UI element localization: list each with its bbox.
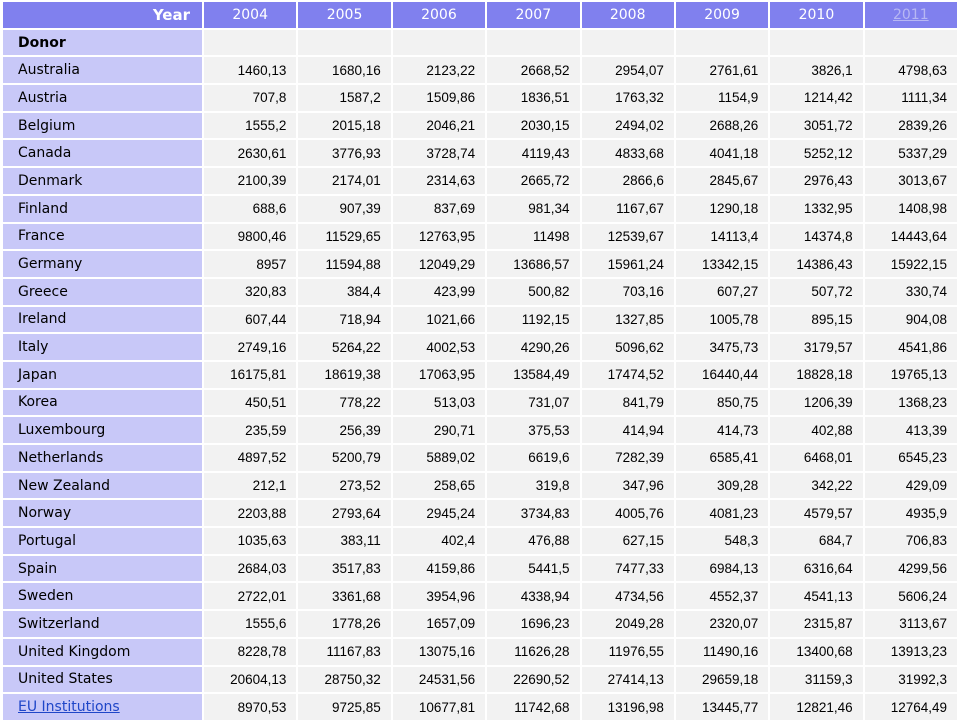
value-cell: 2722,01 <box>204 583 296 609</box>
value-cell: 2749,16 <box>204 334 296 360</box>
value-cell: 8228,78 <box>204 639 296 665</box>
value-cell: 15922,15 <box>865 251 957 277</box>
table-row <box>3 445 957 471</box>
value-cell: 12763,95 <box>393 224 485 250</box>
value-cell: 4897,52 <box>204 445 296 471</box>
value-cell: 1332,95 <box>770 196 862 222</box>
header-row <box>3 2 957 28</box>
donor-name: Ireland <box>3 307 202 333</box>
value-cell: 342,22 <box>770 473 862 499</box>
value-cell: 24531,56 <box>393 667 485 693</box>
value-cell: 3475,73 <box>676 334 768 360</box>
donor-name: Luxembourg <box>3 417 202 443</box>
value-cell: 1035,63 <box>204 528 296 554</box>
value-cell: 2954,07 <box>582 57 674 83</box>
donor-name: Austria <box>3 85 202 111</box>
donor-name: Switzerland <box>3 611 202 637</box>
value-cell: 17063,95 <box>393 362 485 388</box>
value-cell: 1696,23 <box>487 611 579 637</box>
table-row <box>3 113 957 139</box>
value-cell: 14374,8 <box>770 224 862 250</box>
value-cell: 383,11 <box>298 528 390 554</box>
value-cell: 13913,23 <box>865 639 957 665</box>
value-cell: 15961,24 <box>582 251 674 277</box>
value-cell: 414,73 <box>676 417 768 443</box>
value-cell: 2761,61 <box>676 57 768 83</box>
value-cell: 5441,5 <box>487 556 579 582</box>
value-cell: 4119,43 <box>487 140 579 166</box>
value-cell: 12821,46 <box>770 694 862 720</box>
value-cell: 4290,26 <box>487 334 579 360</box>
value-cell: 31992,3 <box>865 667 957 693</box>
value-cell: 607,27 <box>676 279 768 305</box>
value-cell: 8957 <box>204 251 296 277</box>
value-cell: 4734,56 <box>582 583 674 609</box>
blank-cell <box>393 30 485 56</box>
table-row <box>3 279 957 305</box>
value-cell: 12764,49 <box>865 694 957 720</box>
value-cell: 4081,23 <box>676 500 768 526</box>
value-cell: 8970,53 <box>204 694 296 720</box>
year-2006: 2006 <box>393 2 485 28</box>
value-cell: 309,28 <box>676 473 768 499</box>
value-cell: 500,82 <box>487 279 579 305</box>
value-cell: 731,07 <box>487 390 579 416</box>
value-cell: 5606,24 <box>865 583 957 609</box>
value-cell: 1763,32 <box>582 85 674 111</box>
value-cell: 718,94 <box>298 307 390 333</box>
value-cell: 2866,6 <box>582 168 674 194</box>
value-cell: 19765,13 <box>865 362 957 388</box>
value-cell: 703,16 <box>582 279 674 305</box>
value-cell: 6316,64 <box>770 556 862 582</box>
value-cell: 2793,64 <box>298 500 390 526</box>
value-cell: 14113,4 <box>676 224 768 250</box>
value-cell: 256,39 <box>298 417 390 443</box>
value-cell: 9725,85 <box>298 694 390 720</box>
donor-name: Australia <box>3 57 202 83</box>
value-cell: 6545,23 <box>865 445 957 471</box>
value-cell: 4005,76 <box>582 500 674 526</box>
value-cell: 627,15 <box>582 528 674 554</box>
value-cell: 1368,23 <box>865 390 957 416</box>
donor-name: Japan <box>3 362 202 388</box>
value-cell: 319,8 <box>487 473 579 499</box>
value-cell: 22690,52 <box>487 667 579 693</box>
value-cell: 402,88 <box>770 417 862 443</box>
value-cell: 3051,72 <box>770 113 862 139</box>
value-cell: 273,52 <box>298 473 390 499</box>
year-2008: 2008 <box>582 2 674 28</box>
value-cell: 5264,22 <box>298 334 390 360</box>
value-cell: 4935,9 <box>865 500 957 526</box>
year-2009: 2009 <box>676 2 768 28</box>
value-cell: 706,83 <box>865 528 957 554</box>
table-row <box>3 556 957 582</box>
value-cell: 3013,67 <box>865 168 957 194</box>
donor-header: Donor <box>3 30 202 56</box>
value-cell: 904,08 <box>865 307 957 333</box>
year-2005: 2005 <box>298 2 390 28</box>
value-cell: 11529,65 <box>298 224 390 250</box>
table-row <box>3 85 957 111</box>
year-2007: 2007 <box>487 2 579 28</box>
blank-cell <box>865 30 957 56</box>
table-row <box>3 694 957 720</box>
value-cell: 18619,38 <box>298 362 390 388</box>
value-cell: 1206,39 <box>770 390 862 416</box>
value-cell: 13584,49 <box>487 362 579 388</box>
year-2011-link[interactable]: 2011 <box>865 2 957 28</box>
value-cell: 895,15 <box>770 307 862 333</box>
value-cell: 7477,33 <box>582 556 674 582</box>
value-cell: 5200,79 <box>298 445 390 471</box>
year-header: Year <box>3 2 202 28</box>
value-cell: 4002,53 <box>393 334 485 360</box>
value-cell: 2046,21 <box>393 113 485 139</box>
table-row <box>3 500 957 526</box>
value-cell: 1167,67 <box>582 196 674 222</box>
value-cell: 3179,57 <box>770 334 862 360</box>
value-cell: 1680,16 <box>298 57 390 83</box>
value-cell: 2315,87 <box>770 611 862 637</box>
donor-name: Finland <box>3 196 202 222</box>
year-2004: 2004 <box>204 2 296 28</box>
value-cell: 13400,68 <box>770 639 862 665</box>
value-cell: 4579,57 <box>770 500 862 526</box>
value-cell: 3361,68 <box>298 583 390 609</box>
value-cell: 2015,18 <box>298 113 390 139</box>
value-cell: 1555,6 <box>204 611 296 637</box>
table-row <box>3 473 957 499</box>
value-cell: 402,4 <box>393 528 485 554</box>
value-cell: 4541,86 <box>865 334 957 360</box>
value-cell: 2123,22 <box>393 57 485 83</box>
value-cell: 4299,56 <box>865 556 957 582</box>
table-row <box>3 57 957 83</box>
value-cell: 1408,98 <box>865 196 957 222</box>
value-cell: 688,6 <box>204 196 296 222</box>
value-cell: 3954,96 <box>393 583 485 609</box>
value-cell: 3776,93 <box>298 140 390 166</box>
donor-name: Norway <box>3 500 202 526</box>
donor-name: Spain <box>3 556 202 582</box>
value-cell: 6984,13 <box>676 556 768 582</box>
table-row <box>3 334 957 360</box>
value-cell: 2314,63 <box>393 168 485 194</box>
value-cell: 16440,44 <box>676 362 768 388</box>
value-cell: 375,53 <box>487 417 579 443</box>
value-cell: 2100,39 <box>204 168 296 194</box>
value-cell: 1778,26 <box>298 611 390 637</box>
table-row <box>3 140 957 166</box>
value-cell: 11626,28 <box>487 639 579 665</box>
value-cell: 2630,61 <box>204 140 296 166</box>
value-cell: 235,59 <box>204 417 296 443</box>
value-cell: 4552,37 <box>676 583 768 609</box>
value-cell: 11594,88 <box>298 251 390 277</box>
value-cell: 4338,94 <box>487 583 579 609</box>
blank-cell <box>676 30 768 56</box>
value-cell: 11742,68 <box>487 694 579 720</box>
value-cell: 7282,39 <box>582 445 674 471</box>
value-cell: 14443,64 <box>865 224 957 250</box>
table-row <box>3 583 957 609</box>
table-row <box>3 251 957 277</box>
value-cell: 4159,86 <box>393 556 485 582</box>
value-cell: 907,39 <box>298 196 390 222</box>
value-cell: 13686,57 <box>487 251 579 277</box>
table-row <box>3 390 957 416</box>
value-cell: 29659,18 <box>676 667 768 693</box>
value-cell: 10677,81 <box>393 694 485 720</box>
table-row <box>3 528 957 554</box>
value-cell: 413,39 <box>865 417 957 443</box>
table-row <box>3 196 957 222</box>
value-cell: 2494,02 <box>582 113 674 139</box>
value-cell: 513,03 <box>393 390 485 416</box>
donor-aid-table <box>1 0 959 722</box>
value-cell: 1460,13 <box>204 57 296 83</box>
value-cell: 3728,74 <box>393 140 485 166</box>
donor-name: Sweden <box>3 583 202 609</box>
donor-name: Belgium <box>3 113 202 139</box>
value-cell: 548,3 <box>676 528 768 554</box>
value-cell: 450,51 <box>204 390 296 416</box>
value-cell: 1154,9 <box>676 85 768 111</box>
value-cell: 2174,01 <box>298 168 390 194</box>
value-cell: 1111,34 <box>865 85 957 111</box>
value-cell: 684,7 <box>770 528 862 554</box>
blank-cell <box>204 30 296 56</box>
value-cell: 4541,13 <box>770 583 862 609</box>
value-cell: 476,88 <box>487 528 579 554</box>
value-cell: 1005,78 <box>676 307 768 333</box>
table-row <box>3 639 957 665</box>
table-row <box>3 417 957 443</box>
value-cell: 4833,68 <box>582 140 674 166</box>
value-cell: 850,75 <box>676 390 768 416</box>
value-cell: 12539,67 <box>582 224 674 250</box>
donor-name: United States <box>3 667 202 693</box>
value-cell: 1021,66 <box>393 307 485 333</box>
value-cell: 1555,2 <box>204 113 296 139</box>
value-cell: 1290,18 <box>676 196 768 222</box>
value-cell: 607,44 <box>204 307 296 333</box>
value-cell: 1509,86 <box>393 85 485 111</box>
donor-name: Netherlands <box>3 445 202 471</box>
value-cell: 429,09 <box>865 473 957 499</box>
value-cell: 28750,32 <box>298 667 390 693</box>
value-cell: 6619,6 <box>487 445 579 471</box>
value-cell: 3734,83 <box>487 500 579 526</box>
value-cell: 384,4 <box>298 279 390 305</box>
value-cell: 6585,41 <box>676 445 768 471</box>
value-cell: 1214,42 <box>770 85 862 111</box>
value-cell: 11490,16 <box>676 639 768 665</box>
donor-name: Italy <box>3 334 202 360</box>
value-cell: 3113,67 <box>865 611 957 637</box>
value-cell: 13342,15 <box>676 251 768 277</box>
value-cell: 330,74 <box>865 279 957 305</box>
value-cell: 9800,46 <box>204 224 296 250</box>
value-cell: 31159,3 <box>770 667 862 693</box>
value-cell: 837,69 <box>393 196 485 222</box>
table-row <box>3 611 957 637</box>
value-cell: 17474,52 <box>582 362 674 388</box>
value-cell: 13075,16 <box>393 639 485 665</box>
value-cell: 13196,98 <box>582 694 674 720</box>
value-cell: 981,34 <box>487 196 579 222</box>
value-cell: 2665,72 <box>487 168 579 194</box>
donor-name: Korea <box>3 390 202 416</box>
value-cell: 320,83 <box>204 279 296 305</box>
value-cell: 6468,01 <box>770 445 862 471</box>
table-row <box>3 168 957 194</box>
donor-name: Canada <box>3 140 202 166</box>
value-cell: 423,99 <box>393 279 485 305</box>
donor-link[interactable]: EU Institutions <box>3 694 202 720</box>
value-cell: 2945,24 <box>393 500 485 526</box>
value-cell: 13445,77 <box>676 694 768 720</box>
value-cell: 1587,2 <box>298 85 390 111</box>
value-cell: 5889,02 <box>393 445 485 471</box>
value-cell: 14386,43 <box>770 251 862 277</box>
table-row <box>3 667 957 693</box>
value-cell: 258,65 <box>393 473 485 499</box>
value-cell: 5337,29 <box>865 140 957 166</box>
donor-name: Denmark <box>3 168 202 194</box>
value-cell: 16175,81 <box>204 362 296 388</box>
value-cell: 2049,28 <box>582 611 674 637</box>
value-cell: 2030,15 <box>487 113 579 139</box>
value-cell: 11976,55 <box>582 639 674 665</box>
value-cell: 5096,62 <box>582 334 674 360</box>
value-cell: 347,96 <box>582 473 674 499</box>
donor-header-row <box>3 30 957 56</box>
value-cell: 2688,26 <box>676 113 768 139</box>
value-cell: 5252,12 <box>770 140 862 166</box>
value-cell: 1327,85 <box>582 307 674 333</box>
value-cell: 507,72 <box>770 279 862 305</box>
value-cell: 20604,13 <box>204 667 296 693</box>
donor-name: Portugal <box>3 528 202 554</box>
value-cell: 2203,88 <box>204 500 296 526</box>
value-cell: 12049,29 <box>393 251 485 277</box>
value-cell: 2845,67 <box>676 168 768 194</box>
value-cell: 2976,43 <box>770 168 862 194</box>
value-cell: 414,94 <box>582 417 674 443</box>
blank-cell <box>770 30 862 56</box>
donor-name: France <box>3 224 202 250</box>
value-cell: 3517,83 <box>298 556 390 582</box>
value-cell: 290,71 <box>393 417 485 443</box>
table-row <box>3 362 957 388</box>
donor-name: Germany <box>3 251 202 277</box>
value-cell: 1836,51 <box>487 85 579 111</box>
year-2010: 2010 <box>770 2 862 28</box>
donor-name: Greece <box>3 279 202 305</box>
value-cell: 4798,63 <box>865 57 957 83</box>
donor-name: United Kingdom <box>3 639 202 665</box>
value-cell: 707,8 <box>204 85 296 111</box>
value-cell: 18828,18 <box>770 362 862 388</box>
value-cell: 11167,83 <box>298 639 390 665</box>
value-cell: 2668,52 <box>487 57 579 83</box>
value-cell: 2839,26 <box>865 113 957 139</box>
value-cell: 2320,07 <box>676 611 768 637</box>
blank-cell <box>582 30 674 56</box>
table-row <box>3 224 957 250</box>
value-cell: 27414,13 <box>582 667 674 693</box>
value-cell: 2684,03 <box>204 556 296 582</box>
donor-name: New Zealand <box>3 473 202 499</box>
value-cell: 212,1 <box>204 473 296 499</box>
value-cell: 11498 <box>487 224 579 250</box>
value-cell: 3826,1 <box>770 57 862 83</box>
table-row <box>3 307 957 333</box>
value-cell: 778,22 <box>298 390 390 416</box>
value-cell: 841,79 <box>582 390 674 416</box>
value-cell: 1192,15 <box>487 307 579 333</box>
value-cell: 1657,09 <box>393 611 485 637</box>
value-cell: 4041,18 <box>676 140 768 166</box>
blank-cell <box>298 30 390 56</box>
blank-cell <box>487 30 579 56</box>
